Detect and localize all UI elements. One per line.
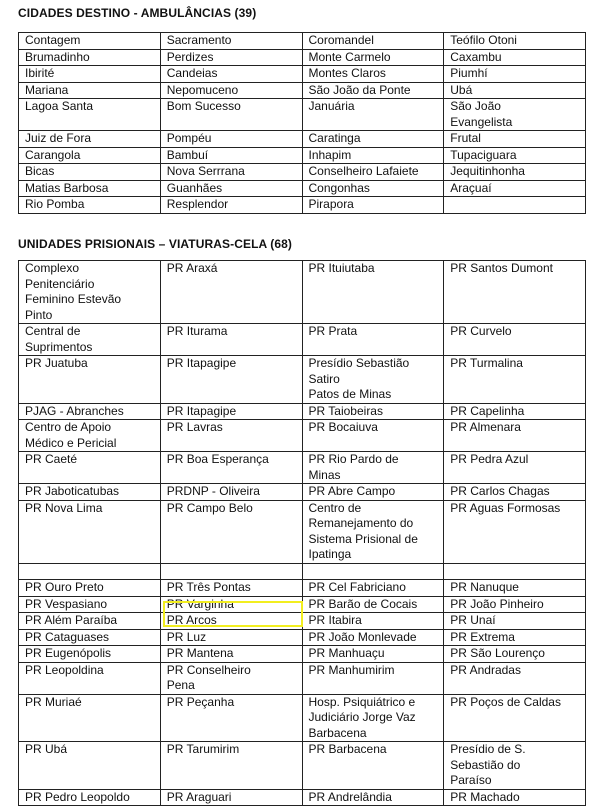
cell-text: PRDNP - Oliveira: [166, 484, 260, 498]
table-cell: [302, 261, 444, 324]
table-cell: [444, 164, 586, 181]
cell-text: Inhapim: [308, 147, 352, 162]
cell-text: Satiro: [308, 371, 340, 386]
table-row: [19, 66, 586, 83]
cell-text: Montes Claros: [308, 66, 386, 80]
cell-text: Araçuaí: [450, 180, 492, 195]
table-cell: [160, 197, 302, 214]
cell-text: PR Mantena: [166, 646, 234, 660]
section-heading-viaturas: UNIDADES PRISIONAIS – VIATURAS-CELA (68): [18, 237, 293, 251]
table-cell: [19, 613, 161, 630]
table-cell: [444, 66, 586, 83]
table-cell: [19, 742, 161, 790]
table-cell: [444, 324, 586, 356]
table-row: [19, 742, 586, 790]
cell-text: Patos de Minas: [308, 387, 392, 401]
cell-text: PR Leopoldina: [25, 662, 104, 677]
cell-text: Barbacena: [308, 725, 367, 740]
table-row: [19, 629, 586, 646]
table-cell: [160, 49, 302, 66]
table-cell: [302, 49, 444, 66]
cell-text: Sebastião do: [450, 757, 521, 772]
table-cell: [302, 580, 444, 597]
table-cell: [444, 662, 586, 694]
table-row: [19, 646, 586, 663]
cell-text: PR Lavras: [166, 420, 223, 434]
table-cell: [160, 789, 302, 806]
cell-text: Paraíso: [450, 773, 492, 787]
table-row: [19, 324, 586, 356]
cell-text: Brumadinho: [25, 49, 90, 64]
table-cell: [302, 452, 444, 484]
cell-text: Mariana: [25, 82, 69, 97]
table-cell: [160, 563, 302, 580]
cell-text: PR Cataguases: [25, 629, 110, 644]
table-cell: [160, 629, 302, 646]
table-cell: [19, 147, 161, 164]
table-cell: [444, 613, 586, 630]
table-cell: [19, 197, 161, 214]
table-row: [19, 147, 586, 164]
table-cell: [302, 403, 444, 420]
table-row: [19, 500, 586, 563]
table-cell: [444, 99, 586, 131]
table-cell: [160, 324, 302, 356]
table-cell: [19, 580, 161, 597]
cell-text: PR Tarumirim: [166, 742, 240, 756]
table-row: [19, 563, 586, 580]
cell-text: PR Ituiutaba: [308, 261, 375, 275]
cell-text: PR São Lourenço: [450, 646, 545, 660]
cell-text: Ibirité: [25, 66, 55, 80]
table-cell: [160, 403, 302, 420]
table-cell: [19, 484, 161, 501]
table-cell: [302, 742, 444, 790]
table-row: [19, 420, 586, 452]
cell-text: Teófilo Otoni: [450, 33, 517, 47]
cell-text: São João da Ponte: [308, 82, 411, 97]
cell-text: PR Varginha: [166, 596, 234, 611]
cell-text: PR Manhuaçu: [308, 646, 385, 660]
table-row: [19, 662, 586, 694]
table-cell: [302, 66, 444, 83]
table-cell: [19, 596, 161, 613]
table-cell: [19, 789, 161, 806]
table-cell: [19, 403, 161, 420]
table-cell: [160, 500, 302, 563]
table-cell: [19, 49, 161, 66]
table-cell: [444, 629, 586, 646]
cell-text: PR Barão de Cocais: [308, 596, 418, 611]
table-cell: [302, 324, 444, 356]
section-heading-ambulancias: CIDADES DESTINO - AMBULÂNCIAS (39): [18, 6, 257, 20]
table-cell: [19, 33, 161, 50]
cell-text: Evangelista: [450, 114, 513, 129]
table-row: [19, 484, 586, 501]
cell-text: Nepomuceno: [166, 82, 239, 97]
cell-text: PR Taiobeiras: [308, 403, 383, 418]
cell-text: PR Juatuba: [25, 356, 88, 370]
table-row: [19, 180, 586, 197]
table-cell: [160, 452, 302, 484]
cell-text: Minas: [308, 467, 341, 482]
cell-text: PR Iturama: [166, 324, 228, 338]
table-row: [19, 49, 586, 66]
cell-text: Pompéu: [166, 131, 212, 145]
table-row: [19, 131, 586, 148]
table-cell: [160, 66, 302, 83]
cell-text: Hosp. Psiquiátrico e: [308, 694, 416, 709]
cell-text: PR Turmalina: [450, 356, 523, 370]
cell-text: PR Almenara: [450, 420, 521, 434]
cell-text: Centro de: [308, 500, 362, 515]
table-cell: [160, 164, 302, 181]
ambulance-cities-table: [18, 32, 586, 214]
cell-text: [309, 564, 441, 580]
table-row: [19, 197, 586, 214]
cell-text: PR Machado: [450, 789, 520, 804]
table-row: [19, 694, 586, 742]
table-cell: [302, 197, 444, 214]
cell-text: Central de: [25, 324, 81, 338]
cell-text: PR Jaboticatubas: [25, 484, 120, 498]
cell-text: Judiciário Jorge Vaz: [308, 710, 416, 724]
table-row: [19, 33, 586, 50]
cell-text: Perdizes: [166, 49, 214, 64]
cell-text: Caratinga: [308, 131, 361, 145]
cell-text: PR Curvelo: [450, 324, 512, 338]
cell-text: PR Bocaiuva: [308, 420, 378, 434]
cell-text: PR Pedra Azul: [450, 452, 529, 466]
table-cell: [19, 563, 161, 580]
cell-text: PR Cel Fabriciano: [308, 580, 406, 594]
table-cell: [160, 99, 302, 131]
table-cell: [444, 49, 586, 66]
cell-text: Jequitinhonha: [450, 164, 525, 178]
table-row: [19, 596, 586, 613]
table-cell: [19, 662, 161, 694]
cell-text: PR Extrema: [450, 629, 515, 644]
cell-text: Feminino Estevão: [25, 292, 122, 306]
table-cell: [160, 694, 302, 742]
cell-text: PR Arcos: [166, 613, 217, 627]
cell-text: Suprimentos: [25, 339, 93, 354]
cell-text: PR Unaí: [450, 613, 496, 627]
cell-text: Juiz de Fora: [25, 131, 92, 145]
table-cell: [302, 420, 444, 452]
table-cell: [444, 403, 586, 420]
cell-text: PR João Pinheiro: [450, 596, 544, 611]
table-cell: [19, 82, 161, 99]
cell-text: Januária: [308, 99, 355, 113]
cell-text: PR Itabira: [308, 613, 362, 627]
table-row: [19, 99, 586, 131]
table-cell: [444, 646, 586, 663]
cell-text: PR Além Paraíba: [25, 613, 118, 627]
cell-text: PR Andradas: [450, 662, 521, 677]
cell-text: São João: [450, 99, 501, 113]
cell-text: Médico e Pericial: [25, 435, 117, 450]
table-cell: [160, 147, 302, 164]
table-cell: [302, 131, 444, 148]
cell-text: Tupaciguara: [450, 147, 517, 162]
table-cell: [160, 180, 302, 197]
table-cell: [19, 261, 161, 324]
cell-text: PR Capelinha: [450, 403, 525, 418]
cell-text: Presídio de S.: [450, 742, 526, 756]
cell-text: Sacramento: [166, 33, 232, 47]
table-cell: [444, 742, 586, 790]
cell-text: PR Muriaé: [25, 694, 82, 709]
table-cell: [302, 629, 444, 646]
table-cell: [160, 646, 302, 663]
table-cell: [302, 82, 444, 99]
cell-text: Pinto: [25, 307, 53, 322]
cell-text: PJAG - Abranches: [25, 403, 124, 418]
cell-text: PR Rio Pardo de: [308, 452, 399, 466]
cell-text: Nova Serrrana: [166, 164, 245, 178]
table-cell: [444, 33, 586, 50]
cell-text: PR Campo Belo: [166, 500, 253, 515]
table-cell: [160, 356, 302, 404]
cell-text: Ubá: [450, 82, 473, 97]
table-cell: [160, 596, 302, 613]
cell-text: PR Nanuque: [450, 580, 519, 594]
table-cell: [444, 580, 586, 597]
table-row: [19, 261, 586, 324]
cell-text: Penitenciário: [25, 276, 95, 291]
cell-text: Guanhães: [166, 180, 223, 195]
table-cell: [444, 484, 586, 501]
table-cell: [160, 613, 302, 630]
table-cell: [302, 646, 444, 663]
cell-text: PR Carlos Chagas: [450, 484, 550, 498]
cell-text: Conselheiro Lafaiete: [308, 164, 419, 178]
table-cell: [160, 420, 302, 452]
table-cell: [444, 789, 586, 806]
table-cell: [160, 131, 302, 148]
table-cell: [302, 662, 444, 694]
table-cell: [302, 596, 444, 613]
cell-text: Rio Pomba: [25, 197, 85, 211]
cell-text: Complexo: [25, 261, 80, 275]
table-row: [19, 82, 586, 99]
cell-text: PR Nova Lima: [25, 500, 103, 515]
cell-text: PR Manhumirim: [308, 662, 395, 677]
table-cell: [444, 500, 586, 563]
cell-text: Pirapora: [308, 197, 354, 211]
table-cell: [19, 164, 161, 181]
table-cell: [19, 180, 161, 197]
table-row: [19, 452, 586, 484]
table-cell: [19, 694, 161, 742]
cell-text: Bambuí: [166, 147, 209, 162]
table-cell: [19, 356, 161, 404]
table-cell: [302, 563, 444, 580]
table-cell: [444, 261, 586, 324]
table-cell: [302, 484, 444, 501]
table-cell: [19, 420, 161, 452]
cell-text: Candeias: [166, 66, 218, 80]
cell-text: [450, 197, 582, 213]
cell-text: Coromandel: [308, 33, 374, 47]
table-cell: [444, 356, 586, 404]
table-cell: [160, 484, 302, 501]
cell-text: PR Aguas Formosas: [450, 500, 561, 515]
cell-text: PR Abre Campo: [308, 484, 396, 498]
cell-text: Remanejamento do: [308, 516, 414, 530]
cell-text: PR Prata: [308, 324, 358, 338]
cell-text: PR Araguari: [166, 789, 232, 804]
table-cell: [19, 66, 161, 83]
cell-text: Ipatinga: [308, 547, 352, 561]
table-cell: [19, 131, 161, 148]
table-row: [19, 356, 586, 404]
table-row: [19, 403, 586, 420]
table-cell: [302, 180, 444, 197]
table-cell: [302, 99, 444, 131]
prison-units-table: [18, 260, 586, 806]
cell-text: Piumhí: [450, 66, 488, 80]
cell-text: Frutal: [450, 131, 481, 145]
table-cell: [160, 261, 302, 324]
table-cell: [302, 694, 444, 742]
table-row: [19, 789, 586, 806]
table-cell: [444, 563, 586, 580]
cell-text: Carangola: [25, 147, 81, 162]
cell-text: PR Pedro Leopoldo: [25, 789, 130, 804]
table-cell: [160, 580, 302, 597]
table-cell: [302, 789, 444, 806]
table-cell: [444, 147, 586, 164]
cell-text: [25, 564, 157, 580]
table-cell: [444, 596, 586, 613]
table-cell: [444, 694, 586, 742]
cell-text: PR Itapagipe: [166, 403, 237, 418]
table-cell: [19, 646, 161, 663]
table-row: [19, 164, 586, 181]
table-cell: [302, 356, 444, 404]
cell-text: PR Itapagipe: [166, 356, 237, 370]
table-row: [19, 613, 586, 630]
cell-text: Monte Carmelo: [308, 49, 391, 64]
cell-text: Bicas: [25, 164, 55, 178]
table-cell: [302, 164, 444, 181]
cell-text: Pena: [166, 678, 195, 692]
table-cell: [19, 324, 161, 356]
table-cell: [160, 662, 302, 694]
cell-text: PR Três Pontas: [166, 580, 251, 594]
cell-text: PR Conselheiro: [166, 662, 251, 677]
table-cell: [444, 180, 586, 197]
table-cell: [302, 33, 444, 50]
table-cell: [444, 82, 586, 99]
table-cell: [302, 147, 444, 164]
table-row: [19, 580, 586, 597]
cell-text: Centro de Apoio: [25, 420, 112, 434]
cell-text: Caxambu: [450, 49, 502, 64]
table-cell: [444, 420, 586, 452]
table-cell: [444, 131, 586, 148]
table-cell: [444, 452, 586, 484]
cell-text: PR Vespasiano: [25, 596, 108, 611]
table-cell: [444, 197, 586, 214]
cell-text: Bom Sucesso: [166, 99, 241, 113]
cell-text: PR João Monlevade: [308, 629, 417, 644]
cell-text: PR Poços de Caldas: [450, 694, 561, 709]
cell-text: PR Andrelândia: [308, 789, 392, 804]
cell-text: Matias Barbosa: [25, 180, 109, 195]
cell-text: Lagoa Santa: [25, 99, 94, 113]
table-cell: [160, 33, 302, 50]
cell-text: PR Caeté: [25, 452, 78, 466]
table-cell: [302, 613, 444, 630]
table-cell: [160, 742, 302, 790]
table-cell: [160, 82, 302, 99]
cell-text: Sistema Prisional de: [308, 531, 418, 546]
cell-text: PR Ouro Preto: [25, 580, 104, 594]
cell-text: PR Ubá: [25, 742, 68, 756]
cell-text: PR Araxá: [166, 261, 218, 275]
table-cell: [19, 452, 161, 484]
table-cell: [19, 500, 161, 563]
table-cell: [19, 629, 161, 646]
cell-text: Contagem: [25, 33, 81, 47]
table-cell: [302, 500, 444, 563]
cell-text: PR Barbacena: [308, 742, 387, 756]
cell-text: PR Luz: [166, 629, 207, 644]
cell-text: PR Boa Esperança: [166, 452, 269, 466]
cell-text: Presídio Sebastião: [308, 356, 410, 370]
cell-text: [167, 564, 299, 580]
table-cell: [19, 99, 161, 131]
cell-text: Congonhas: [308, 180, 370, 195]
cell-text: [450, 564, 582, 580]
cell-text: PR Peçanha: [166, 694, 235, 709]
cell-text: Resplendor: [166, 197, 229, 211]
cell-text: PR Eugenópolis: [25, 646, 112, 660]
cell-text: PR Santos Dumont: [450, 261, 553, 275]
